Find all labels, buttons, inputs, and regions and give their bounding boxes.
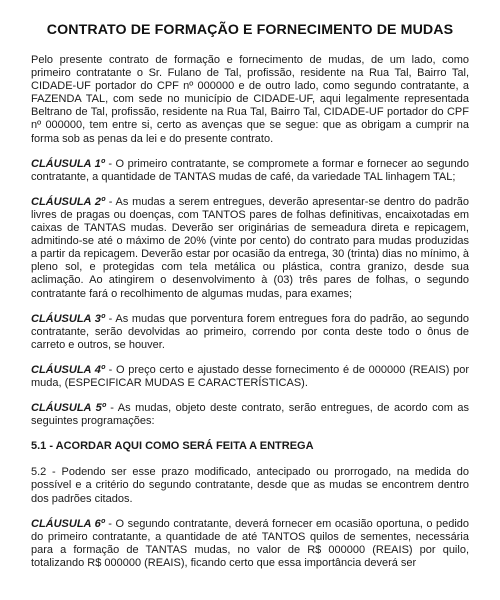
clause-1-text: - O primeiro contratante, se compromete a formar e fornecer ao segundo contratante, a quantidade de TANTAS mudas de café, da variedade TAL linhagem TAL; [31,157,470,183]
clause-2-label: CLÁUSULA 2º [31,195,105,208]
clause-2 [31,196,469,301]
clause-3-label: CLÁUSULA 3º [31,312,105,325]
clause-1-label: CLÁUSULA 1º [31,157,105,170]
section-5-2-paragraph: 5.2 - Podendo ser esse prazo modificado, antecipado ou prorrogado, na medida do possível e a critério do segundo contratante, desde que as mudas se encontrem dentro dos padrões citados. [31,466,469,505]
section-5-1-heading: 5.1 - ACORDAR AQUI COMO SERÁ FEITA A ENTREGA [31,440,314,453]
clause-2-text: - As mudas a serem entregues, deverão apresentar-se dentro do padrão livres de pragas ou doenças, com TANTOS pares de folhas definitivas, encaixotadas em caixas de TANTAS mudas. Deverão ser originárias de semeadura direta e repicagem, admitindo-se até o máximo de 20% (vinte por cento) do contrato para mudas produzidas a partir da repicagem. Deverão estar por ocasião da entrega, 30 (trinta) dias no mínimo, à pleno sol, e protegidas com tela metálica ou plástica, contra granizo, desde sua aclimação. Ao atingirem o desenvolvimento à (03) três pares de folhas, o segundo contratante fará o recolhimento de algumas mudas, para exames; [31,195,469,300]
clause-6-text: - O segundo contratante, deverá fornecer em ocasião oportuna, o pedido do primeiro contratante, a quantidade de até TANTOS quilos de sementes, necessária para a formação de TANTAS mudas, no valor de R$ 000000 (REAIS) por quilo, totalizando R$ 000000 (REAIS), ficando certo que essa importância deverá ser [31,517,470,569]
clause-3-text: - As mudas que porventura forem entregues fora do padrão, ao segundo contratante, serão devolvidas ao primeiro, correndo por conta deste todo o ônus de carreto e outros, se houver. [31,312,470,351]
clause-4-text: - O preço certo e ajustado desse fornecimento é de 000000 (REAIS) por muda, (ESPECIFICAR MUDAS E CARACTERÍSTICAS). [31,363,469,389]
clause-5 [31,402,469,428]
clause-1 [31,158,469,184]
clause-4-label: CLÁUSULA 4º [31,363,105,376]
clause-6-label: CLÁUSULA 6º [31,517,105,530]
clause-5-text: - As mudas, objeto deste contrato, serão entregues, de acordo com as seguintes programações: [31,402,469,428]
intro-paragraph: Pelo presente contrato de formação e fornecimento de mudas, de um lado, como primeiro contratante o Sr. Fulano de Tal, profissão, residente na Rua Tal, Bairro Tal, CIDADE-UF portador do CPF nº 000000 e de outro lado, como segundo contratante, a FAZENDA TAL, com sede no município de CIDADE-UF, aqui legalmente representada Beltrano de Tal, profissão, residente na Rua Tal, Bairro Tal, CIDADE-UF portador do CPF nº 000000, tem entre si, certo as avenças que se segue: que as obrigam a cumprir na forma sob as penas da lei e do presente contrato. [31,54,469,145]
clause-3 [31,313,469,352]
clause-6 [31,518,469,570]
clause-4 [31,364,469,390]
clause-5-label: CLÁUSULA 5º [31,402,106,415]
document-title: CONTRATO DE FORMAÇÃO E FORNECIMENTO DE MUDAS [46,22,454,38]
